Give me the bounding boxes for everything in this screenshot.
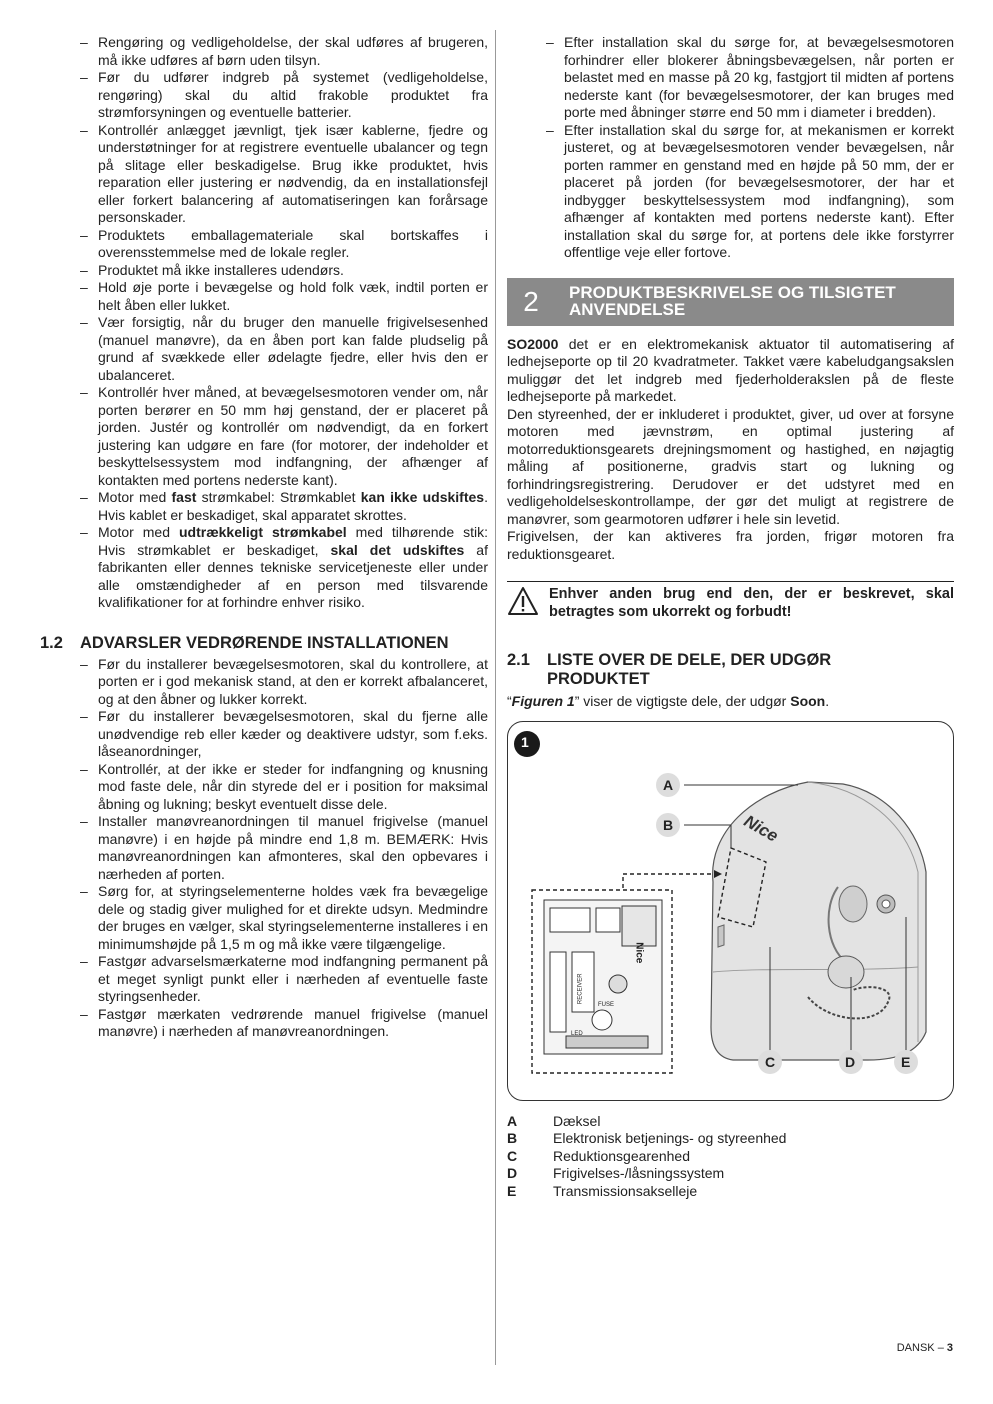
list-item: – Produktets emballagemateriale skal bortskaffes i overensstemmelse med de lokale regler. (98, 227, 488, 262)
product-description: Den styreenhed, der er inkluderet i produktet, giver, ud over at forsyne motoren med jævnstrøm, en optimal justering af motorreduktionsgearets drejningsmoment og hastighed, en nøjagtig måling af positionerne, gradvis start og lukning og forhindringsregistrering. Derudover er det udstyret med en vedligeholdelseskontrollampe, der gør det muligt at registrere de manøvrer, som gearmotoren udfører i hele sin levetid. (507, 405, 954, 527)
safety-list (40, 34, 488, 612)
legend-row: B Elektronisk betjenings- og styreenhed (507, 1130, 787, 1146)
callout-d: D (845, 1053, 856, 1070)
section-banner-2 (507, 278, 954, 326)
section-title: PRODUKTBESKRIVELSE OG TILSIGTET ANVENDELSE (569, 282, 896, 319)
list-item: – Installer manøvreanordningen til manuel frigivelse (manuel manøvre) i en højde på mindre end 1,8 m. BEMÆRK: Hvis manøvreanordningen kan afmonteres, skal den opbevares i nærheden af porten. (98, 813, 488, 883)
figure-number: 1 (521, 733, 529, 750)
brand-logo: Nice (740, 810, 782, 846)
list-item: – Fastgør advarselsmærkaterne mod indfangning permanent på et meget synligt punkt eller i nærheden af eventuelle faste styringsenheder. (98, 953, 488, 1006)
figure-1 (507, 721, 954, 1101)
list-item: – Efter installation skal du sørge for, at mekanismen er korrekt justeret, og at bevægelsesmotoren vender bevægelsen, når porten rammer en genstand med en højde på 50 mm, der er placeret på jorden (for bevægelsesmotorer, der har et indbygger beskyttelsessystem mod indfangning), som afhænger af kontakten med portens nederste kant). Efter installation skal du sørge for, at portens dele ikke forstyrrer offentlige veje eller fortove. (564, 122, 954, 262)
release-description: Frigivelsen, der kan aktiveres fra jorden, frigør motoren fra reduktionsgearet. (507, 528, 954, 562)
figure-legend (507, 1113, 954, 1201)
list-item: – Før du installerer bevægelsesmotoren, skal du fjerne alle unødvendige reb eller kæder og deaktivere udstyr, som f.eks. låseanordninger, (98, 708, 488, 761)
product-intro: SO2000 det er en elektromekanisk aktuator til automatisering af ledhejseporte op til 20 kvadratmeter. Takket være kabeludgangsakslen muliggør det let indgreb med fjederholderakslen på de fleste ledhejseporte på markedet. (507, 335, 954, 404)
page-number: 3 (946, 1342, 953, 1354)
left-column (40, 34, 488, 1041)
list-item: – Før du installerer bevægelsesmotoren, skal du kontrollere, at porten er i god mekanisk stand, at den er korrekt afbalanceret, og at den åbner og lukker korrekt. (98, 656, 488, 709)
list-item: – Fastgør mærkaten vedrørende manuel frigivelse (manuel manøvre) i nærheden af manøvreanordningen. (98, 1006, 488, 1041)
section-number: 2 (523, 285, 539, 317)
installation-list (40, 656, 488, 1041)
list-item: – Efter installation skal du sørge for, at bevægelsesmotoren forhindrer eller blokerer åbningsbevægelsen, når porten er belastet med en masse på 20 kg, fastgjort til midten af portens nederste kant (for bevægelsesmotorer, der kan bruges med porte med åbninger større end 50 mm i diameter i bredden). (564, 34, 954, 122)
callout-c: C (765, 1053, 776, 1070)
legend-row: C Reduktionsgearenhed (507, 1147, 690, 1164)
section-heading-1-2: 1.2 ADVARSLER VEDRØRENDE INSTALLATIONEN (40, 633, 449, 652)
list-item: – Hold øje porte i bevægelse og hold folk væk, indtil porten er helt åben eller lukket. (98, 279, 488, 314)
list-item-detachable-cable: – Motor med udtrækkeligt strømkabel med tilhørende stik: Hvis strømkablet er beskadiget, skal det udskiftes af fabrikanten eller dennes tekniske servicetjeneste eller under alle omstændigheder af en person med tilsvarende kvalifikationer for at forhindre enhver risiko. (98, 524, 488, 612)
warning-icon (507, 586, 549, 621)
list-item: – Kontrollér anlægget jævnligt, tjek især kablerne, fjedre og understøtninger for at registrere eventuelle ubalancer og tegn på slitage eller beskadigelse. Brug ikke produktet, hvis reparation eller justering er nødvendig, da en installationsfejl eller forkert balancering af automatiseringen kan forårsage personskader. (98, 122, 488, 227)
list-item: – Vær forsigtig, når du bruger den manuelle frigivelsesenhed (manuel manøvre), da en åben port kan falde pludselig på grund af svækkede eller ødelagte fjedre, eller hvis den er ubalanceret. (98, 314, 488, 384)
warning-box (507, 581, 954, 621)
legend-row: A Dæksel (507, 1112, 601, 1129)
callout-a: A (663, 776, 674, 793)
safety-list-continued (507, 34, 954, 262)
figure-reference: “Figuren 1” viser de vigtigste dele, der udgør Soon. (507, 693, 830, 709)
list-item: – Rengøring og vedligeholdelse, der skal udføres af brugeren, må ikke udføres af børn uden tilsyn. (98, 34, 488, 69)
callout-e: E (901, 1053, 911, 1070)
list-item: – Kontrollér, at der ikke er steder for indfangning og knusning mod faste dele, når din styrede del er i position for maksimal åbning og lukning; beskyt eventuelt disse dele. (98, 761, 488, 814)
section-heading-2-1: 2.1 LISTE OVER DE DELE, DER UDGØR PRODUKTET (507, 651, 832, 688)
board-label-led: LED (571, 1030, 583, 1037)
callout-b: B (663, 816, 674, 833)
page-footer: DANSK – 3 (896, 1342, 953, 1354)
legend-row: D Frigivelses-/låsningssystem (507, 1165, 725, 1181)
list-item: – Sørg for, at styringselementerne holdes væk fra bevægelige dele og stadig giver mulighed for et direkte udsyn. Medmindre der bruges en vælger, skal styringselementerne installeres i en minimumshøjde på 1,5 m og må ikke være tilgængelige. (98, 883, 488, 953)
board-label-fuse: FUSE (598, 1001, 615, 1008)
list-item: – Produktet må ikke installeres udendørs. (98, 262, 488, 280)
board-brand: Nice (633, 941, 645, 963)
right-column (507, 34, 954, 1200)
list-item: – Før du udfører indgreb på systemet (vedligeholdelse, rengøring) skal du altid frakoble produktet fra strømforsyningen og eventuelle batterier. (98, 69, 488, 122)
list-item: – Kontrollér hver måned, at bevægelsesmotoren vender om, når porten berører en 50 mm høj genstand, der er placeret på jorden. Justér og kontrollér om nødvendigt, da en forkert justering kan udgøre en fare (for motorer, der indeholder et beskyttelsessystem mod indfangning, der afhænger af kontakten med portens nederste kant). (98, 384, 488, 489)
warning-text: Enhver anden brug end den, der er beskrevet, skal betragtes som ukorrekt og forbudt! (549, 586, 954, 620)
board-label-receiver: RECEIVER (577, 972, 584, 1004)
column-divider (495, 30, 496, 1365)
legend-row: E Transmissionsakselleje (507, 1182, 698, 1199)
list-item-fixed-cable: – Motor med fast strømkabel: Strømkablet kan ikke udskiftes. Hvis kablet er beskadiget, skal apparatet skrottes. (98, 489, 488, 524)
